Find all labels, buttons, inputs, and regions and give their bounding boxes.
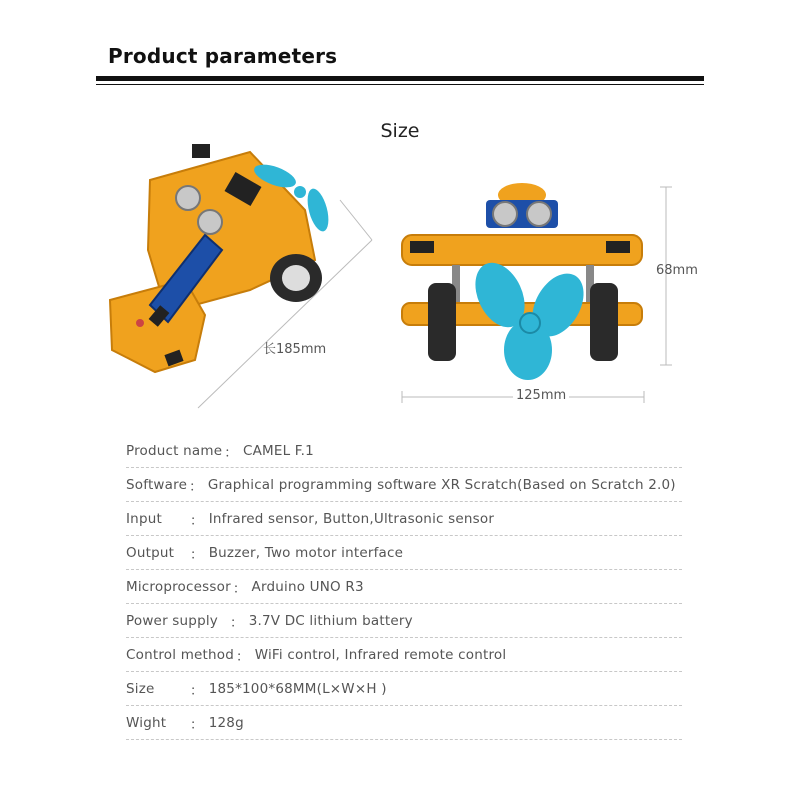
spec-label: Wight bbox=[126, 714, 167, 731]
spec-row-output bbox=[126, 536, 682, 570]
header-rule-thin bbox=[96, 84, 704, 85]
spec-value: Buzzer, Two motor interface bbox=[208, 544, 404, 561]
spec-label: Output bbox=[126, 544, 175, 561]
width-dimension-label: 125mm bbox=[513, 388, 569, 403]
spec-separator: ： bbox=[232, 580, 247, 597]
robot-top-view-image bbox=[100, 140, 390, 410]
section-title: Product parameters bbox=[108, 44, 338, 68]
spec-label: Product name bbox=[126, 442, 223, 459]
spec-row-weight bbox=[126, 706, 682, 740]
spec-row-power-supply bbox=[126, 604, 682, 638]
spec-value: 3.7V DC lithium battery bbox=[248, 612, 413, 629]
spec-row-control-method bbox=[126, 638, 682, 672]
spec-value: Arduino UNO R3 bbox=[251, 578, 364, 595]
spec-row-product-name bbox=[126, 434, 682, 468]
spec-separator: ： bbox=[190, 716, 204, 733]
spec-value: 185*100*68MM(L×W×H ) bbox=[208, 680, 387, 697]
spec-list bbox=[126, 434, 682, 740]
length-dimension-label: 长185mm bbox=[263, 342, 327, 357]
spec-separator: ： bbox=[190, 512, 204, 529]
spec-row-microprocessor bbox=[126, 570, 682, 604]
spec-label: Control method bbox=[126, 646, 235, 663]
spec-row-input bbox=[126, 502, 682, 536]
spec-separator: ： bbox=[190, 546, 204, 563]
spec-row-size bbox=[126, 672, 682, 706]
spec-separator: ： bbox=[189, 478, 203, 495]
height-dimension-label: 68mm bbox=[656, 263, 698, 278]
spec-label: Size bbox=[126, 680, 155, 697]
spec-separator: ： bbox=[224, 444, 238, 461]
spec-value: WiFi control, Infrared remote control bbox=[254, 646, 507, 663]
spec-separator: ： bbox=[230, 614, 244, 631]
spec-value: Graphical programming software XR Scratch(Based on Scratch 2.0) bbox=[207, 476, 676, 493]
spec-value: 128g bbox=[208, 714, 244, 731]
spec-value: Infrared sensor, Button,Ultrasonic sensor bbox=[208, 510, 495, 527]
spec-label: Software bbox=[126, 476, 188, 493]
spec-value: CAMEL F.1 bbox=[242, 442, 314, 459]
header-rule-thick bbox=[96, 76, 704, 81]
robot-front-view-image bbox=[390, 175, 698, 405]
spec-label: Power supply bbox=[126, 612, 218, 629]
spec-label: Microprocessor bbox=[126, 578, 231, 595]
size-heading: Size bbox=[380, 120, 420, 142]
spec-row-software bbox=[126, 468, 682, 502]
spec-separator: ： bbox=[236, 648, 250, 665]
spec-label: Input bbox=[126, 510, 162, 527]
spec-separator: ： bbox=[190, 682, 204, 699]
